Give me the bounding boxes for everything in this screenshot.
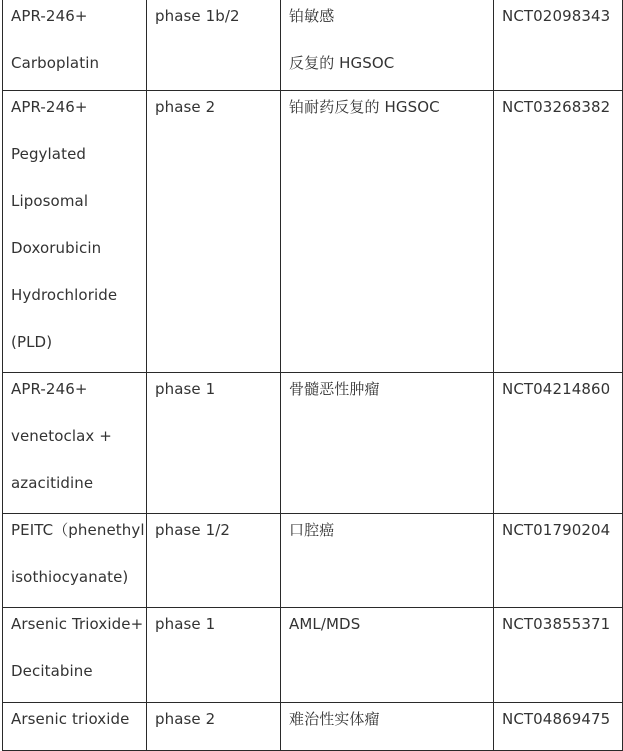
table-row (3, 373, 623, 514)
phase-text: phase 1b/2 (155, 7, 240, 25)
drug-name-line: PEITC（phenethyl (11, 521, 145, 539)
clinical-trials-table (2, 0, 623, 751)
nct-id: NCT04214860 (502, 380, 611, 398)
indication-cell (281, 0, 494, 91)
nct-id: NCT03855371 (502, 615, 611, 633)
nct-cell (494, 703, 623, 751)
drug-name-line: Doxorubicin (11, 239, 102, 257)
phase-cell (147, 514, 281, 608)
indication-line: AML/MDS (289, 615, 361, 633)
nct-id: NCT01790204 (502, 521, 611, 539)
indication-line: 铂敏感 (289, 7, 335, 25)
nct-cell (494, 91, 623, 373)
phase-text: phase 1 (155, 615, 216, 633)
drug-name-line: Decitabine (11, 662, 93, 680)
drug-cell (3, 514, 147, 608)
drug-name-line: Hydrochloride (11, 286, 118, 304)
drug-name-line: Arsenic Trioxide+ (11, 615, 144, 633)
drug-name-line: Pegylated (11, 145, 87, 163)
phase-cell (147, 703, 281, 751)
indication-line: 骨髓恶性肿瘤 (289, 380, 380, 398)
nct-cell (494, 373, 623, 514)
indication-cell (281, 608, 494, 703)
indication-cell (281, 373, 494, 514)
nct-cell (494, 514, 623, 608)
phase-cell (147, 608, 281, 703)
drug-name-line: APR-246+ (11, 7, 88, 25)
table-row (3, 514, 623, 608)
phase-cell (147, 0, 281, 91)
indication-cell (281, 514, 494, 608)
table-row (3, 608, 623, 703)
drug-name-line: APR-246+ (11, 98, 88, 116)
drug-name-line: Liposomal (11, 192, 89, 210)
drug-name-line: Carboplatin (11, 54, 100, 72)
nct-cell (494, 0, 623, 91)
drug-name-line: Arsenic trioxide (11, 710, 130, 728)
drug-cell (3, 91, 147, 373)
phase-cell (147, 373, 281, 514)
phase-cell (147, 91, 281, 373)
drug-cell (3, 608, 147, 703)
indication-cell (281, 703, 494, 751)
indication-cell (281, 91, 494, 373)
drug-name-line: isothiocyanate) (11, 568, 129, 586)
nct-id: NCT03268382 (502, 98, 611, 116)
drug-cell (3, 0, 147, 91)
table-row (3, 91, 623, 373)
indication-line: 口腔癌 (289, 521, 335, 539)
nct-id: NCT02098343 (502, 7, 611, 25)
table-row (3, 0, 623, 91)
phase-text: phase 2 (155, 98, 216, 116)
drug-name-line: (PLD) (11, 333, 53, 351)
phase-text: phase 2 (155, 710, 216, 728)
drug-cell (3, 703, 147, 751)
phase-text: phase 1/2 (155, 521, 231, 539)
drug-cell (3, 373, 147, 514)
drug-name-line: APR-246+ (11, 380, 88, 398)
nct-id: NCT04869475 (502, 710, 611, 728)
indication-line: 铂耐药反复的 HGSOC (289, 98, 440, 116)
nct-cell (494, 608, 623, 703)
drug-name-line: venetoclax + (11, 427, 112, 445)
phase-text: phase 1 (155, 380, 216, 398)
indication-line: 难治性实体瘤 (289, 710, 380, 728)
drug-name-line: azacitidine (11, 474, 94, 492)
indication-line: 反复的 HGSOC (289, 54, 395, 72)
table-row (3, 703, 623, 751)
